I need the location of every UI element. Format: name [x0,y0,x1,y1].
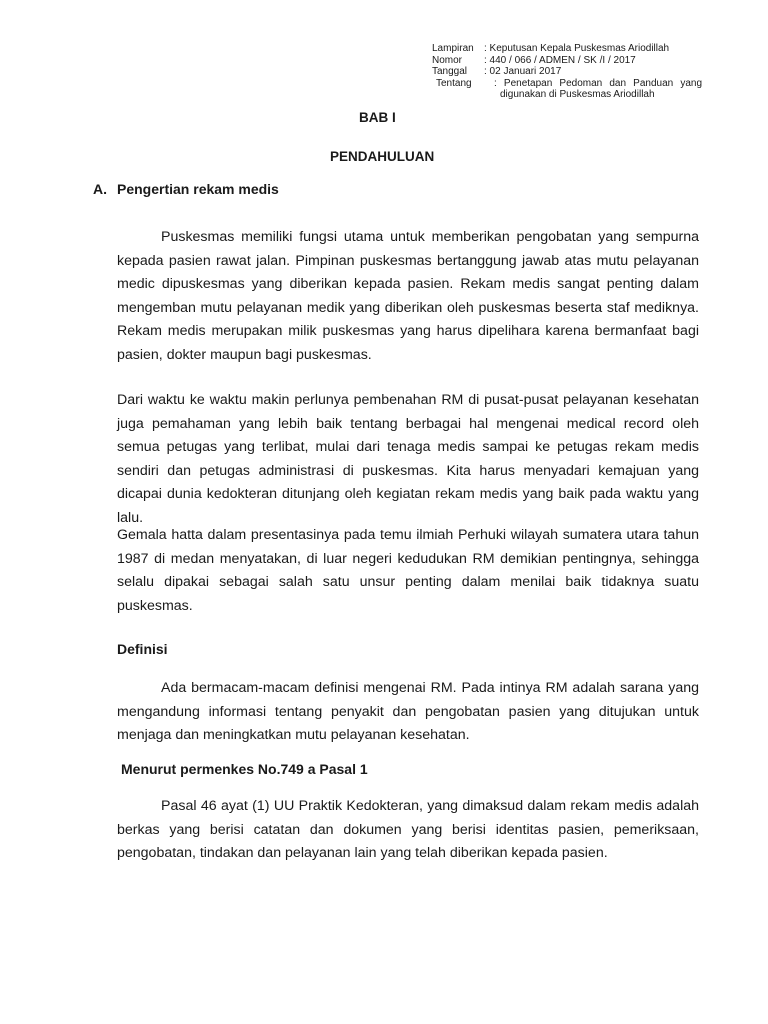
paragraph-puskesmas-fungsi: Puskesmas memiliki fungsi utama untuk memberikan pengobatan yang sempurna kepada pasien rawat jalan. Pimpinan puskesmas bertanggung jawab atas mutu pelayanan medic dipuskesmas yang diberikan kepada pasien. Rekam medis sangat penting dalam mengemban mutu pelayanan medik yang diberikan oleh puskesmas beserta staf mediknya. Rekam medis merupakan milik puskesmas yang harus dipelihara karena bermanfaat bagi pasien, dokter maupun bagi puskesmas. [117,229,699,363]
lampiran-label: Lampiran [432,43,474,54]
tentang-value: : Penetapan Pedoman dan Panduan yang [494,77,702,89]
header-tentang [432,78,702,90]
section-a-title: Pengertian rekam medis [117,181,279,197]
section-a-heading [93,181,279,197]
tanggal-label: Tanggal [432,66,468,77]
chapter-title: PENDAHULUAN [330,149,435,164]
paragraph-gemala-hatta: Gemala hatta dalam presentasinya pada temu ilmiah Perhuki wilayah sumatera utara tahun 1987 di medan menyatakan, di luar negeri kedudukan RM demikian pentingnya, sehingga selalu dipakai sebagai salah satu unsur penting dalam menilai baik tidaknya suatu puskesmas. [117,527,699,614]
tanggal-value: : 02 Januari 2017 [484,66,562,77]
paragraph-pasal-46: Pasal 46 ayat (1) UU Praktik Kedokteran, yang dimaksud dalam rekam medis adalah berkas yang berisi catatan dan dokumen yang berisi identitas pasien, pemeriksaan, pengobatan, tindakan dan pelayanan lain yang telah diberikan kepada pasien. [117,798,699,861]
nomor-value: : 440 / 066 / ADMEN / SK /I / 2017 [484,54,636,66]
chapter-number: BAB I [359,110,396,125]
definisi-heading: Definisi [117,641,168,657]
permenkes-heading: Menurut permenkes No.749 a Pasal 1 [121,761,368,777]
tentang-label: Tentang [436,77,472,89]
section-a-letter: A. [93,181,107,197]
document-header [432,43,702,101]
tentang-continuation: digunakan di Puskesmas Ariodillah [500,89,655,100]
header-lampiran [432,43,702,55]
header-tanggal [432,66,702,78]
nomor-label: Nomor [432,54,463,66]
paragraph-pembenahan-rm: Dari waktu ke waktu makin perlunya pembenahan RM di pusat-pusat pelayanan kesehatan juga pemahaman yang lebih baik tentang berbagai hal mengenai medical record oleh semua petugas yang terlibat, mulai dari tenaga medis sampai ke petugas rekam medis sendiri dan petugas administrasi di puskesmas. Kita harus menyadari kemajuan yang dicapai dunia kedokteran ditunjang oleh kegiatan rekam medis yang baik pada waktu yang lalu. [117,392,699,526]
paragraph-definisi: Ada bermacam-macam definisi mengenai RM. Pada intinya RM adalah sarana yang mengandung informasi tentang penyakit dan pengobatan pasien yang ditujukan untuk menjaga dan meningkatkan mutu pelayanan kesehatan. [117,680,699,743]
lampiran-value: : Keputusan Kepala Puskesmas Ariodillah [484,43,670,54]
header-nomor [432,55,702,67]
